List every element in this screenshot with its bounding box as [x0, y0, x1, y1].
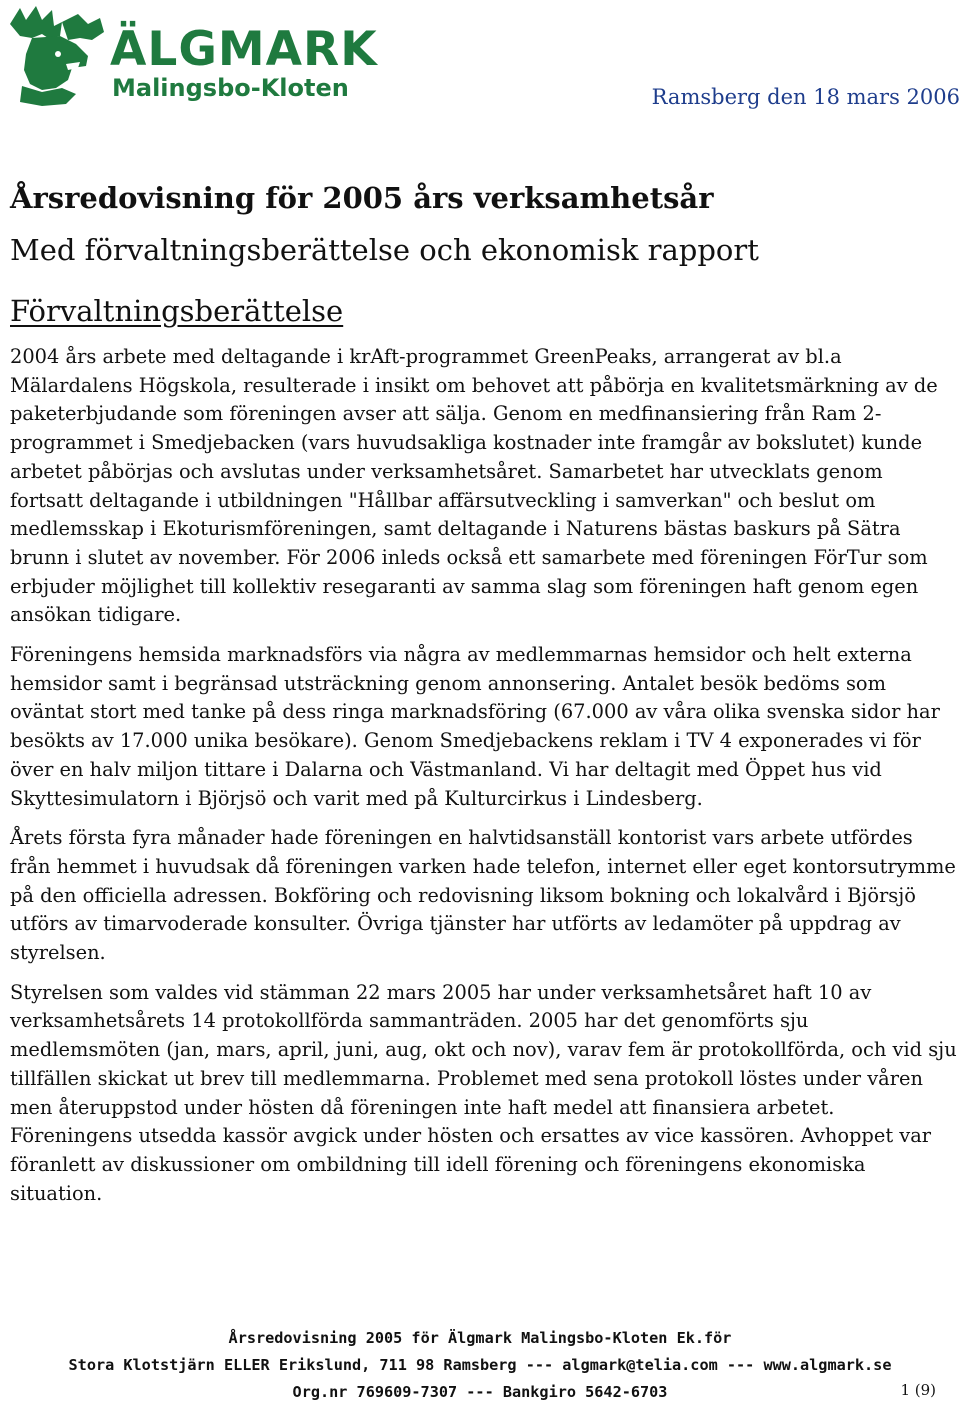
document-subtitle: Med förvaltningsberättelse och ekonomisk rapport — [10, 233, 759, 267]
page-footer — [0, 1325, 960, 1406]
paragraph-collaboration: 2004 års arbete med deltagande i krAft-programmet GreenPeaks, arrangerat av bl.a Mälardalens Högskola, resulterade i insikt om behovet att påbörja en kvalitetsmärkning av de paketerbjudande som föreningen avser att sälja. Genom en medfinansiering från Ram 2-programmet i Smedjebacken (vars huvudsakliga kostnader inte framgår av bokslutet) kunde arbetet påbörjas och avslutas under verksamhetsåret. Samarbetet har utvecklats genom fortsatt deltagande i utbildningen "Hållbar affärsutveckling i samverkan" och beslut om medlemsskap i Ekoturismföreningen, samt deltagande i Naturens bästas baskurs på Sätra brunn i slutet av november. För 2006 inleds också ett samarbete med föreningen FörTur som erbjuder möjlighet till kollektiv resegaranti av samma slag som föreningen haft genom egen ansökan tidigare. — [10, 345, 938, 627]
paragraph-board: Styrelsen som valdes vid stämman 22 mars 2005 har under verksamhetsåret haft 10 av verksamhetsårets 14 protokollförda sammanträden. 2005 har det genomförts sju medlemsmöten (jan, mars, april, juni, aug, okt och nov), varav fem är protokollförda, och vid sju tillfällen skickat ut brev till medlemmarna. Problemet med sena protokoll löstes under våren men återuppstod under hösten då föreningen inte haft medel att finansiera arbetet. Föreningens utsedda kassör avgick under hösten och ersattes av vice kassören. Avhoppet var föranlett av diskussioner om ombildning till idell förening och föreningens ekonomiska situation. — [10, 980, 957, 1205]
paragraph-marketing: Föreningens hemsida marknadsförs via några av medlemmarnas hemsidor och helt externa hemsidor samt i begränsad utsträckning genom annonsering. Antalet besök bedöms som oväntat stort med tanke på dess ringa marknadsföring (67.000 av våra olika svenska sidor har besökts av 17.000 unika besökare). Genom Smedjebackens reklam i TV 4 exponerades vi för över en halv miljon tittare i Dalarna och Västmanland. Vi har deltagit med Öppet hus vid Skyttesimulatorn i Björjsö och varit med på Kulturcirkus i Lindesberg. — [10, 643, 940, 810]
footer-registration-line: Org.nr 769609-7307 --- Bankgiro 5642-6703 — [292, 1383, 668, 1401]
organization-logo — [2, 4, 378, 108]
document-title: Årsredovisning för 2005 års verksamhetsår — [10, 181, 714, 215]
logo-subtitle: Malingsbo-Kloten — [112, 74, 349, 102]
section-heading: Förvaltningsberättelse — [10, 294, 344, 328]
logo-title: ÄLGMARK — [110, 22, 378, 77]
footer-address-line: Stora Klotstjärn ELLER Erikslund, 711 98 Ramsberg --- algmark@telia.com --- www.algmark.se — [68, 1356, 892, 1374]
page-number: 1 (9) — [900, 1381, 936, 1399]
document-date: Ramsberg den 18 mars 2006 — [651, 85, 960, 109]
report-body — [10, 343, 958, 1219]
elk-head-icon — [2, 4, 112, 108]
footer-report-line: Årsredovisning 2005 för Älgmark Malingsbo-Kloten Ek.för — [228, 1329, 732, 1347]
paragraph-staffing: Årets första fyra månader hade föreningen en halvtidsanställ kontorist vars arbete utfördes från hemmet i huvudsak då föreningen varken hade telefon, internet eller eget kontorsutrymme på den officiella adressen. Bokföring och redovisning liksom bokning och lokalvård i Björsjö utförs av timarvoderade konsulter. Övriga tjänster har utförts av ledamöter på uppdrag av styrelsen. — [10, 826, 956, 965]
